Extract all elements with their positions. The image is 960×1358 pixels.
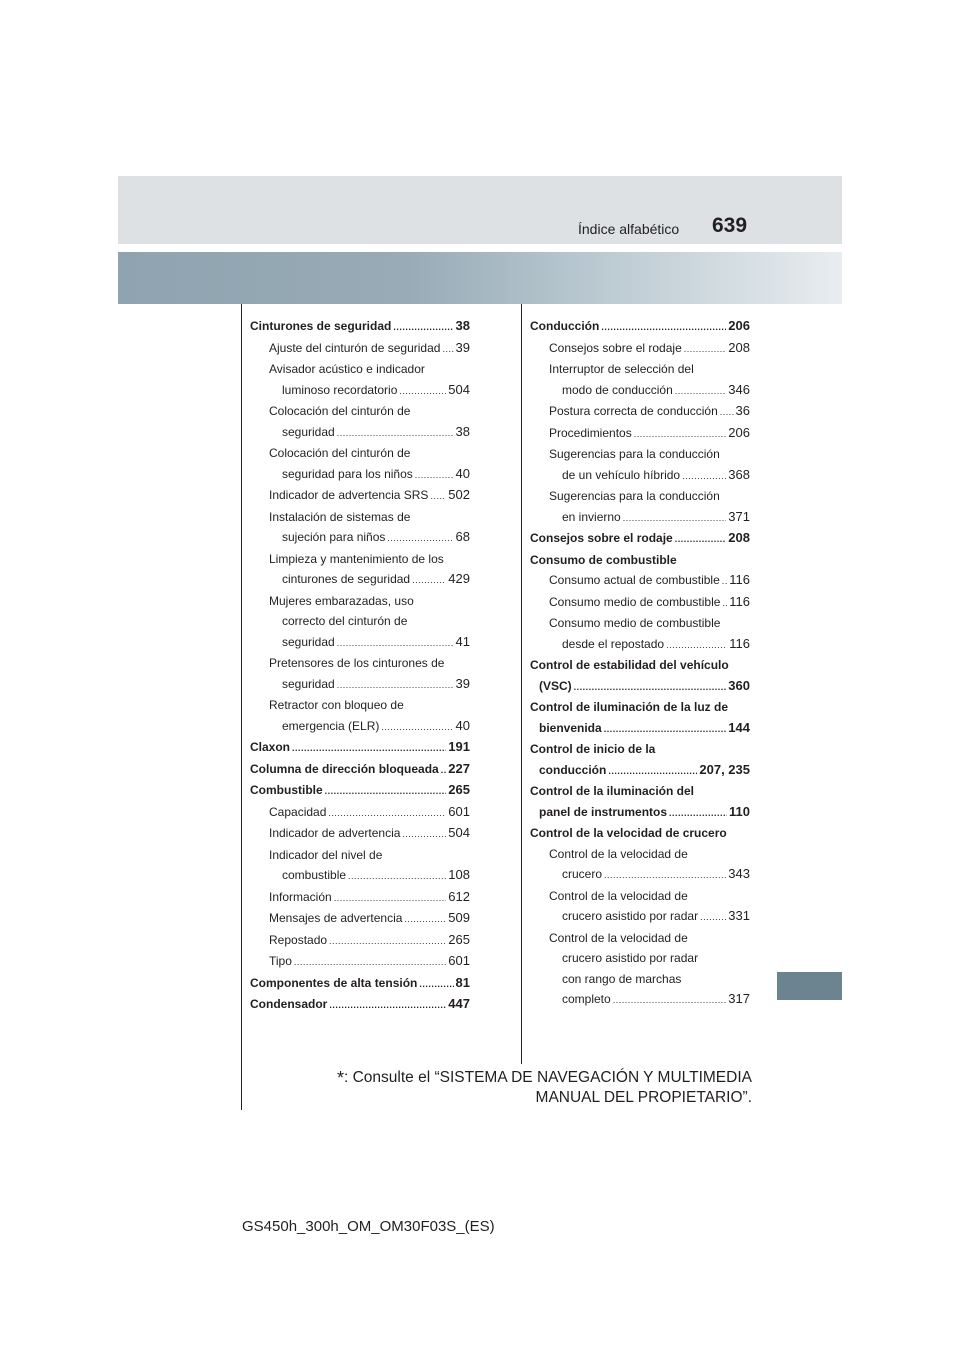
index-entry-page: 601: [448, 953, 470, 968]
index-entry: [530, 802, 750, 824]
index-entry-page: 346: [728, 381, 750, 397]
index-entry-page: 40: [455, 717, 470, 733]
index-entry: [250, 316, 470, 338]
index-entry: [530, 760, 750, 782]
index-entry-text: Tipo: [269, 954, 292, 968]
index-entry-text: Pretensores de los cinturones de: [269, 656, 445, 670]
index-entry-line: [530, 969, 750, 990]
index-entry-page: 108: [448, 867, 470, 882]
index-entry-line: [530, 613, 750, 634]
index-entry: [250, 930, 470, 952]
index-entry: [530, 423, 750, 445]
dot-leader: [419, 974, 453, 995]
index-entry: [250, 716, 470, 738]
index-entry: [530, 570, 750, 592]
dot-leader: [666, 635, 727, 656]
index-entry-text: Capacidad: [269, 804, 327, 819]
index-entry-text: Avisador acústico e indicador: [269, 362, 425, 376]
index-entry: [250, 527, 470, 549]
index-entry-page: 447: [448, 996, 470, 1011]
index-entry-line: [250, 591, 470, 612]
dot-leader: [574, 677, 727, 698]
index-entry-text: Control de la velocidad de: [549, 846, 688, 861]
dot-leader: [442, 339, 453, 360]
chapter-tab: [777, 972, 842, 1000]
index-entry-text: de un vehículo híbrido: [562, 467, 681, 482]
index-entry-page: 41: [455, 633, 470, 649]
dot-leader: [675, 529, 727, 550]
index-entry-text: Combustible: [250, 783, 323, 797]
index-entry-text: seguridad: [282, 424, 335, 439]
index-entry: [250, 780, 470, 802]
index-entry-text: crucero asistido por radar: [562, 951, 699, 965]
index-entry-line: [530, 444, 750, 465]
index-entry: [530, 718, 750, 740]
index-entry-line: [530, 655, 750, 676]
index-entry-page: 360: [728, 677, 750, 693]
dot-leader: [294, 952, 446, 973]
index-entry-page: 110: [729, 803, 750, 819]
dot-leader: [613, 990, 727, 1011]
footnote: [337, 1068, 752, 1108]
index-entry-line: [250, 845, 470, 866]
index-entry-text: Control de iluminación de la luz de: [530, 700, 729, 714]
dot-leader: [430, 486, 446, 507]
dot-leader: [604, 719, 727, 740]
index-entry-text: modo de conducción: [562, 382, 673, 397]
index-entry-text: en invierno: [562, 509, 621, 524]
index-entry: [250, 737, 470, 759]
index-entry-line: [250, 549, 470, 570]
index-entry-text: panel de instrumentos: [539, 804, 668, 819]
index-entry-page: 144: [728, 719, 750, 735]
index-entry-page: 38: [455, 318, 470, 333]
index-entry-page: 502: [448, 487, 470, 502]
index-entry-line: [530, 359, 750, 380]
index-entry-line: [530, 844, 750, 865]
index-entry-text: Consumo medio de combustible: [549, 594, 721, 609]
index-entry-page: 36: [735, 403, 750, 418]
index-entry-page: 612: [448, 888, 470, 904]
index-entry-page: 38: [455, 423, 470, 439]
index-entry-text: Indicador de advertencia: [269, 826, 401, 840]
index-entry: [250, 422, 470, 444]
index-entry: [530, 592, 750, 614]
index-entry-page: 368: [728, 466, 750, 482]
index-entry: [250, 973, 470, 995]
index-entry-page: 206: [728, 318, 750, 333]
dot-leader: [722, 571, 728, 592]
index-entry-text: Limpieza y mantenimiento de los: [269, 551, 444, 566]
index-entry-line: [530, 781, 750, 802]
index-column-left: [250, 316, 470, 1016]
dot-leader: [329, 931, 446, 952]
index-entry-page: 81: [455, 974, 470, 990]
index-entry-page: 68: [455, 529, 470, 544]
index-entry-text: Información: [269, 889, 332, 904]
dot-leader: [329, 995, 446, 1016]
index-entry: [250, 759, 470, 781]
footnote-line-1: : Consulte el “SISTEMA DE NAVEGACIÓN Y MULTIMEDIA: [344, 1069, 752, 1086]
index-entry-text: Consejos sobre el rodaje: [549, 340, 682, 355]
index-entry-text: seguridad: [282, 676, 335, 691]
index-entry-text: Ajuste del cinturón de seguridad: [269, 340, 441, 355]
footnote-line-2: MANUAL DEL PROPIETARIO”.: [535, 1089, 752, 1106]
index-entry-text: Mujeres embarazadas, uso: [269, 593, 414, 608]
index-entry-text: luminoso recordatorio: [282, 382, 398, 397]
index-entry: [250, 908, 470, 930]
dot-leader: [415, 465, 454, 486]
index-entry: [250, 823, 470, 845]
dot-leader: [387, 528, 453, 549]
index-entry: [530, 507, 750, 529]
index-entry-text: (VSC): [539, 678, 572, 693]
index-entry-text: seguridad: [282, 634, 335, 649]
index-entry-text: Condensador: [250, 997, 328, 1011]
index-entry-line: [530, 823, 750, 844]
index-entry: [530, 634, 750, 656]
index-entry: [250, 802, 470, 824]
dot-leader: [328, 803, 446, 824]
index-entry-line: [250, 695, 470, 716]
index-entry-text: correcto del cinturón de: [282, 614, 408, 628]
index-entry-text: crucero asistido por radar: [562, 909, 699, 923]
index-entry-page: 504: [448, 381, 470, 397]
index-entry-text: Claxon: [250, 740, 291, 754]
index-entry-text: conducción: [539, 762, 607, 777]
dot-leader: [700, 907, 726, 928]
index-entry: [250, 464, 470, 486]
index-entry-text: Procedimientos: [549, 425, 632, 440]
index-entry: [250, 569, 470, 591]
dot-leader: [337, 675, 454, 696]
index-entry: [250, 632, 470, 654]
index-entry-line: [250, 401, 470, 422]
index-entry-line: [530, 948, 750, 969]
index-entry-text: Consumo de combustible: [530, 552, 677, 567]
dot-leader: [722, 593, 727, 614]
index-entry-page: 371: [728, 508, 750, 524]
dot-leader: [682, 466, 726, 487]
dot-leader: [608, 761, 697, 782]
index-entry: [250, 380, 470, 402]
index-entry: [250, 485, 470, 507]
index-entry-text: Sugerencias para la conducción: [549, 447, 720, 461]
dot-leader: [669, 803, 727, 824]
index-entry-text: Interruptor de selección del: [549, 362, 694, 376]
index-entry-text: Retractor con bloqueo de: [269, 698, 404, 712]
index-entry-text: Control de la iluminación del: [530, 784, 695, 798]
index-entry-line: [250, 443, 470, 464]
dot-leader: [337, 633, 454, 654]
index-entry-line: [530, 928, 750, 949]
index-entry: [530, 864, 750, 886]
index-entry-page: 265: [448, 931, 470, 947]
index-entry-text: con rango de marchas: [562, 971, 682, 986]
dot-leader: [292, 738, 446, 759]
index-entry-page: 191: [448, 739, 470, 754]
index-entry-text: Conducción: [530, 319, 600, 333]
gradient-band: [118, 252, 842, 304]
index-entry-line: [250, 611, 470, 632]
index-entry-text: Colocación del cinturón de: [269, 404, 411, 418]
index-entry-page: 227: [448, 760, 470, 776]
dot-leader: [684, 339, 727, 360]
dot-leader: [399, 381, 446, 402]
index-entry-text: cinturones de seguridad: [282, 572, 411, 586]
dot-leader: [601, 317, 726, 338]
index-entry-page: 504: [448, 825, 470, 840]
index-entry-text: Componentes de alta tensión: [250, 975, 418, 990]
index-entry-page: 206: [728, 424, 750, 440]
index-column-right: [530, 316, 750, 1011]
index-entry: [530, 528, 750, 550]
index-entry: [530, 676, 750, 698]
index-entry-page: 208: [728, 339, 750, 355]
index-entry: [530, 316, 750, 338]
page-number: 639: [712, 214, 748, 237]
footnote-star: *: [336, 1068, 344, 1088]
index-entry-text: Indicador del nivel de: [269, 847, 383, 862]
index-entry: [250, 338, 470, 360]
dot-leader: [348, 866, 446, 887]
dot-leader: [393, 317, 453, 338]
index-entry-page: 116: [729, 572, 750, 587]
dot-leader: [720, 402, 734, 423]
dot-leader: [325, 781, 447, 802]
index-entry-text: Indicador de advertencia SRS: [269, 488, 429, 502]
index-entry: [530, 401, 750, 423]
index-entry-text: Colocación del cinturón de: [269, 446, 411, 460]
section-title: Índice alfabético: [578, 221, 680, 237]
index-entry-text: desde el repostado: [562, 636, 665, 651]
dot-leader: [634, 424, 727, 445]
dot-leader: [604, 865, 726, 886]
dot-leader: [623, 508, 727, 529]
index-entry-page: 208: [728, 530, 750, 545]
index-entry-text: Consumo medio de combustible: [549, 616, 721, 630]
index-entry-text: emergencia (ELR): [282, 718, 380, 733]
index-entry-line: [530, 550, 750, 571]
index-entry-text: Mensajes de advertencia: [269, 911, 403, 925]
dot-leader: [441, 760, 447, 781]
index-entry-text: Control de la velocidad de crucero: [530, 826, 727, 840]
index-entry-text: Control de estabilidad del vehículo: [530, 658, 729, 672]
index-entry-text: Repostado: [269, 932, 328, 947]
index-entry-page: 317: [728, 991, 750, 1006]
index-entry-page: 265: [448, 782, 470, 797]
index-entry-text: combustible: [282, 868, 347, 882]
index-entry-line: [530, 486, 750, 507]
index-entry-page: 39: [455, 675, 470, 691]
column-divider: [521, 304, 522, 1064]
index-entry-page: 601: [448, 803, 470, 819]
index-entry-text: Control de la velocidad de: [549, 888, 688, 903]
index-entry-text: Columna de dirección bloqueada: [250, 761, 439, 776]
index-entry-page: 39: [455, 339, 470, 355]
index-entry: [250, 887, 470, 909]
left-margin-rule: [241, 304, 242, 1110]
index-entry-text: Sugerencias para la conducción: [549, 489, 720, 503]
index-entry-text: bienvenida: [539, 720, 602, 735]
index-entry-text: Control de inicio de la: [530, 742, 656, 756]
index-entry: [530, 906, 750, 928]
index-entry-text: Postura correcta de conducción: [549, 404, 718, 418]
index-entry: [530, 338, 750, 360]
dot-leader: [404, 909, 446, 930]
dot-leader: [334, 888, 447, 909]
index-entry: [250, 994, 470, 1016]
index-entry-line: [530, 739, 750, 760]
index-entry-page: 207, 235: [699, 761, 750, 777]
index-entry-text: completo: [562, 992, 611, 1006]
dot-leader: [412, 570, 446, 591]
dot-leader: [381, 717, 453, 738]
dot-leader: [402, 824, 446, 845]
index-entry-page: 116: [729, 593, 750, 609]
index-entry-text: Consumo actual de combustible: [549, 573, 720, 587]
index-entry-text: Instalación de sistemas de: [269, 509, 411, 524]
document-code: GS450h_300h_OM_OM30F03S_(ES): [242, 1218, 495, 1235]
index-entry-page: 429: [448, 571, 470, 586]
index-entry: [530, 465, 750, 487]
index-entry-line: [530, 697, 750, 718]
index-entry-page: 509: [448, 910, 470, 925]
dot-leader: [675, 381, 727, 402]
index-entry-line: [530, 886, 750, 907]
index-entry-page: 331: [728, 908, 750, 923]
index-entry-text: Consejos sobre el rodaje: [530, 531, 673, 545]
index-entry-line: [250, 359, 470, 380]
index-entry-text: seguridad para los niños: [282, 466, 413, 481]
index-entry-text: crucero: [562, 867, 603, 881]
index-entry-page: 40: [455, 465, 470, 481]
index-entry-page: 343: [728, 866, 750, 881]
index-entry-text: Control de la velocidad de: [549, 930, 688, 945]
index-entry-line: [250, 507, 470, 528]
dot-leader: [337, 423, 454, 444]
index-entry-line: [250, 653, 470, 674]
index-entry: [530, 989, 750, 1011]
index-entry-text: sujeción para niños: [282, 530, 386, 544]
index-entry: [250, 951, 470, 973]
index-entry: [250, 674, 470, 696]
index-entry-page: 116: [729, 635, 750, 651]
index-entry-text: Cinturones de seguridad: [250, 319, 392, 333]
index-entry: [530, 380, 750, 402]
index-entry: [250, 865, 470, 887]
